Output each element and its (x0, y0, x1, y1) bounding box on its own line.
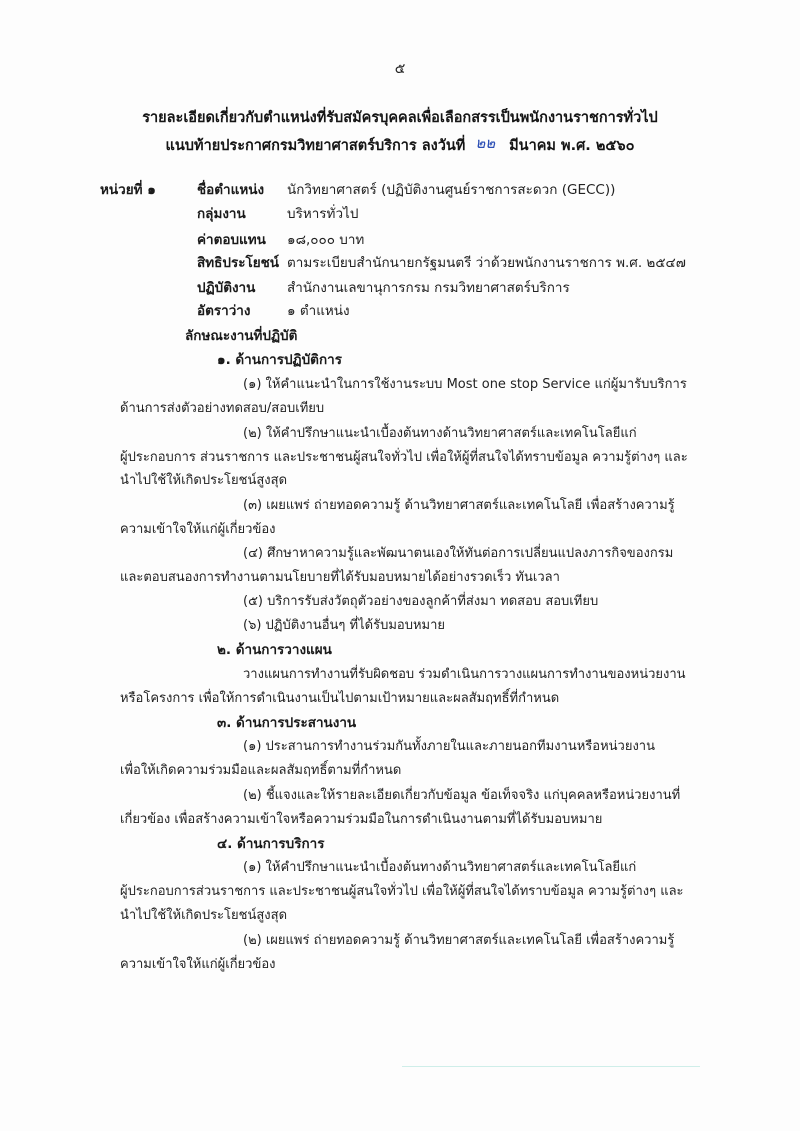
unit-label: หน่วยที่ ๑ (100, 182, 156, 198)
field-label: ชื่อตำแหน่ง (197, 182, 265, 198)
item-line: (๓) เผยแพร่ ถ่ายทอดความรู้ ด้านวิทยาศาสตร์และเทคโนโลยี เพื่อสร้างความรู้ (243, 498, 675, 513)
item-line: (๕) บริการรับส่งวัตถุตัวอย่างของลูกค้าที่ส่งมา ทดสอบ สอบเทียบ (243, 594, 599, 609)
item-continuation: นำไปใช้ให้เกิดประโยชน์สูงสุด (120, 908, 288, 923)
item-continuation: ผู้ประกอบการส่วนราชการ และประชาชนผู้สนใจทั่วไป เพื่อให้ผู้ที่สนใจได้ทราบข้อมูล ความรู้ต่างๆ และ (120, 884, 684, 899)
item-continuation: เกี่ยวข้อง เพื่อสร้างความเข้าใจหรือความร่วมมือในการดำเนินงานตามที่ได้รับมอบหมาย (120, 812, 603, 827)
section-heading-operations: ๑. ด้านการปฏิบัติการ (217, 352, 342, 368)
title-line-2-prefix: แนบท้ายประกาศกรมวิทยาศาสตร์บริการ ลงวันที่ (165, 138, 466, 154)
field-label: อัตราว่าง (197, 303, 251, 319)
section-heading-coordination: ๓. ด้านการประสานงาน (217, 715, 357, 731)
field-label: ค่าตอบแทน (197, 232, 266, 248)
section-heading-service: ๔. ด้านการบริการ (217, 836, 325, 852)
item-continuation: ด้านการส่งตัวอย่างทดสอบ/สอบเทียบ (120, 401, 325, 416)
job-description-heading: ลักษณะงานที่ปฏิบัติ (185, 328, 298, 344)
field-value: นักวิทยาศาสตร์ (ปฏิบัติงานศูนย์ราชการสะดวก (GECC)) (287, 182, 616, 198)
paragraph-continuation: หรือโครงการ เพื่อให้การดำเนินงานเป็นไปตามเป้าหมายและผลสัมฤทธิ์ที่กำหนด (120, 691, 560, 706)
field-value: บริหารทั่วไป (287, 206, 359, 222)
item-continuation: เพื่อให้เกิดความร่วมมือและผลสัมฤทธิ์ตามที่กำหนด (120, 763, 402, 778)
title-line-2-suffix: มีนาคม พ.ศ. ๒๕๖๐ (509, 138, 635, 154)
item-continuation: ความเข้าใจให้แก่ผู้เกี่ยวข้อง (120, 522, 276, 537)
item-line: (๑) ให้คำแนะนำในการใช้งานระบบ Most one stop Service แก่ผู้มารับบริการ (243, 377, 687, 392)
item-line: (๑) ประสานการทำงานร่วมกันทั้งภายในและภายนอกทีมงานหรือหน่วยงาน (243, 739, 655, 754)
item-continuation: นำไปใช้ให้เกิดประโยชน์สูงสุด (120, 473, 288, 488)
page-number: ๕ (394, 61, 406, 77)
item-line: (๒) เผยแพร่ ถ่ายทอดความรู้ ด้านวิทยาศาสตร์และเทคโนโลยี เพื่อสร้างความรู้ (243, 933, 675, 948)
document-title-line-2 (0, 133, 800, 157)
handwritten-day: ๒๒ (475, 134, 496, 152)
field-value: ๑๘,๐๐๐ บาท (287, 232, 365, 248)
item-continuation: ความเข้าใจให้แก่ผู้เกี่ยวข้อง (120, 957, 276, 972)
field-value: ๑ ตำแหน่ง (287, 303, 350, 319)
item-continuation: และตอบสนองการทำงานตามนโยบายที่ได้รับมอบหมายได้อย่างรวดเร็ว ทันเวลา (120, 570, 560, 585)
field-label: ปฏิบัติงาน (197, 280, 256, 296)
field-label: กลุ่มงาน (197, 206, 246, 222)
item-line: (๖) ปฏิบัติงานอื่นๆ ที่ได้รับมอบหมาย (243, 618, 446, 633)
section-heading-planning: ๒. ด้านการวางแผน (217, 642, 332, 658)
field-value: ตามระเบียบสำนักนายกรัฐมนตรี ว่าด้วยพนักงานราชการ พ.ศ. ๒๕๔๗ (287, 255, 686, 271)
item-line: (๒) ชี้แจงและให้รายละเอียดเกี่ยวกับข้อมูล ข้อเท็จจริง แก่บุคคลหรือหน่วยงานที่ (243, 788, 681, 803)
item-continuation: ผู้ประกอบการ ส่วนราชการ และประชาชนผู้สนใจทั่วไป เพื่อให้ผู้ที่สนใจได้ทราบข้อมูล ความรู้ต่างๆ และ (120, 450, 688, 465)
item-line: (๔) ศึกษาหาความรู้และพัฒนาตนเองให้ทันต่อการเปลี่ยนแปลงภารกิจของกรม (243, 546, 674, 561)
scan-artifact-line (402, 1066, 700, 1067)
item-line: (๒) ให้คำปรึกษาแนะนำเบื้องต้นทางด้านวิทยาศาสตร์และเทคโนโลยีแก่ (243, 426, 637, 441)
paragraph-line: วางแผนการทำงานที่รับผิดชอบ ร่วมดำเนินการวางแผนการทำงานของหน่วยงาน (243, 667, 686, 682)
item-line: (๑) ให้คำปรึกษาแนะนำเบื้องต้นทางด้านวิทยาศาสตร์และเทคโนโลยีแก่ (243, 860, 637, 875)
field-label: สิทธิประโยชน์ (197, 255, 280, 271)
document-title-line-1: รายละเอียดเกี่ยวกับตำแหน่งที่รับสมัครบุคคลเพื่อเลือกสรรเป็นพนักงานราชการทั่วไป (142, 110, 658, 126)
field-value: สำนักงานเลขานุการกรม กรมวิทยาศาสตร์บริการ (287, 280, 570, 296)
